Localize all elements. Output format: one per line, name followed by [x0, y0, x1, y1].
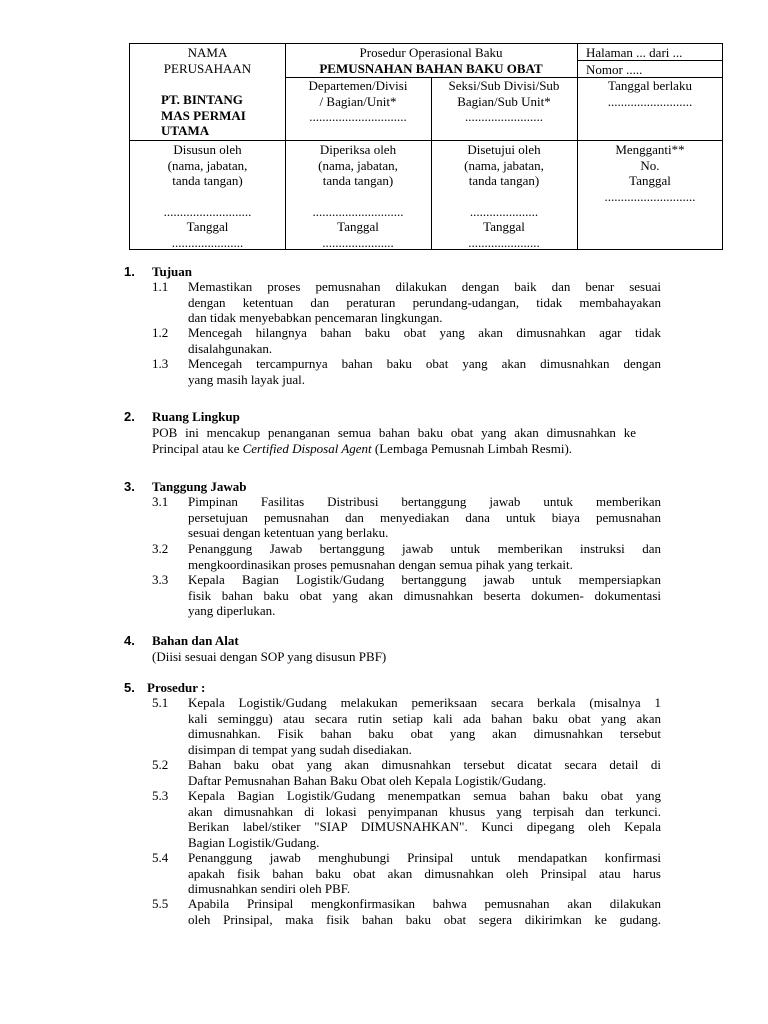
section-title: Tujuan	[152, 264, 192, 279]
section-field: Seksi/Sub Divisi/Sub Bagian/Sub Unit* ........................	[448, 78, 560, 124]
page-info: Halaman ... dari ...	[586, 45, 683, 60]
procedure-title: PEMUSNAHAN BAHAN BAKU OBAT	[319, 61, 543, 76]
section-number: 1.	[124, 264, 135, 279]
section-number: 3.	[124, 479, 135, 494]
section-title: Bahan dan Alat	[152, 633, 239, 648]
replaces-field: Mengganti** No. Tanggal ............................	[604, 142, 696, 204]
section-title: Tanggung Jawab	[152, 479, 247, 494]
section-title: Prosedur :	[147, 680, 206, 695]
section-paragraph: POB ini mencakup penanganan semua bahan baku obat yang akan dimusnahkan ke Principal atau ke Certified Disposal Agent (Lembaga Pemusnah Limbah Resmi).	[152, 425, 636, 456]
section-number: 5.	[124, 680, 135, 695]
section-paragraph: (Diisi sesuai dengan SOP yang disusun PBF)	[152, 649, 387, 664]
section-number: 4.	[124, 633, 135, 648]
company-label: NAMA PERUSAHAAN	[163, 45, 252, 76]
document-number: Nomor .....	[586, 62, 643, 77]
prepared-by-field: Disusun oleh (nama, jabatan, tanda tangan) ........................... Tanggal ......................	[163, 142, 252, 250]
checked-by-field: Diperiksa oleh (nama, jabatan, tanda tangan) ............................ Tanggal ......................	[312, 142, 404, 250]
approved-by-field: Disetujui oleh (nama, jabatan, tanda tangan) ..................... Tanggal ......................	[464, 142, 544, 250]
section-number: 2.	[124, 409, 135, 424]
section-title: Ruang Lingkup	[152, 409, 240, 424]
header-table	[129, 43, 723, 250]
procedure-type: Prosedur Operasional Baku	[359, 45, 503, 60]
company-name: PT. BINTANG MAS PERMAI UTAMA	[161, 92, 246, 138]
effective-date-field: Tanggal berlaku ..........................	[607, 78, 693, 109]
department-field: Departemen/Divisi / Bagian/Unit* ..............................	[308, 78, 408, 124]
document-page: NAMA PERUSAHAAN PT. BINTANG MAS PERMAI UTAMA Prosedur Operasional Baku PEMUSNAHAN BAHAN BAKU OBAT Halaman ... dari ... Nomor ..... Departemen/Divisi / Bagian/Unit* .............................. Seksi/Sub Divisi/Sub Bagian/Sub Unit* ........................ Tanggal berlaku .......................... Disusun oleh (nama, jabatan, tanda tangan) ........................... Tanggal ...................... Diperiksa oleh (nama, jabatan, tanda tangan) ............................ Tanggal ...................... Disetujui oleh (nama, jabatan, tanda tangan) ..................... Tanggal ...................... Mengganti** No. Tanggal ............................ 1. Tujuan 1.1 Memastikan proses pemusnahan dilakukan dengan baik dan benar sesuai dengan ketentuan dan peraturan perundang-udangan, tidak membahayakan dan tidak menyebabkan pencemaran lingkungan. 1.2 Mencegah hilangnya bahan baku obat yang akan dimusnahkan agar tidak disalahgunakan. 1.3 Mencegah tercampurnya bahan baku obat yang akan dimusnahkan dengan yang masih layak jual. 2. Ruang Lingkup POB ini mencakup penanganan semua bahan baku obat yang akan dimusnahkan ke Principal atau ke Certified Disposal Agent (Lembaga Pemusnah Limbah Resmi). 3. Tanggung Jawab 3.1 Pimpinan Fasilitas Distribusi bertanggung jawab untuk memberikan persetujuan pemusnahan dan menyediakan dana untuk biaya pemusnahan sesuai dengan ketentuan yang berlaku. 3.2 Penanggung Jawab bertanggung jawab untuk memberikan instruksi dan mengkoordinasikan proses pemusnahan dengan semua pihak yang terkait. 3.3 Kepala Bagian Logistik/Gudang bertanggung jawab untuk mempersiapkan fisik bahan baku obat yang akan dimusnahkan beserta dokumen- dokumentasi yang diperlukan. 4. Bahan dan Alat (Diisi sesuai dengan SOP yang disusun PBF) 5. Prosedur : 5.1 Kepala Logistik/Gudang melakukan pemeriksaan secara berkala (misalnya 1 kali seminggu) atau secara rutin setiap kali ada bahan baku obat yang akan dimusnahkan. Fisik bahan baku obat yang akan dimusnahkan tersebut disimpan di tempat yang sudah disediakan. 5.2 Bahan baku obat yang akan dimusnahkan tersebut dicatat secara detail di Daftar Pemusnahan Bahan Baku Obat oleh Kepala Logistik/Gudang. 5.3 Kepala Bagian Logistik/Gudang menempatkan semua bahan baku obat yang akan dimusnahkan di lokasi penyimpanan khusus yang terpisah dan terkunci. Berikan label/stiker "SIAP DIMUSNAHKAN". Kunci dipegang oleh Kepala Bagian Logistik/Gudang. 5.4 Penanggung jawab menghubungi Prinsipal untuk mendapatkan konfirmasi apakah fisik bahan baku obat akan dimusnahkan oleh Prinsipal atau harus dimusnahkan sendiri oleh PBF. 5.5 Apabila Prinsipal mengkonfirmasikan bahwa pemusnahan akan dilakukan oleh Prinsipal, maka fisik bahan baku obat segera dikirimkan ke gudang.	[0, 0, 768, 1024]
